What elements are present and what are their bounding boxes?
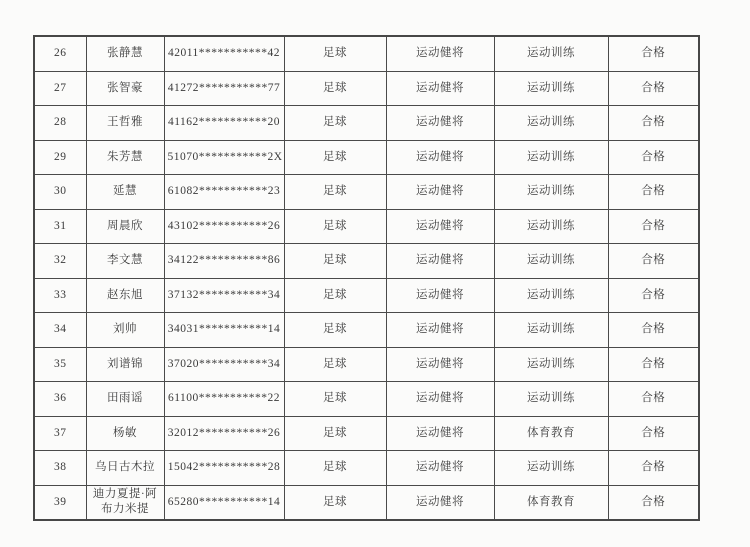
table-row bbox=[34, 416, 699, 451]
id-number-cell: 37132***********34 bbox=[164, 278, 284, 313]
result-cell: 合格 bbox=[608, 140, 699, 175]
athlete-title-cell: 运动健将 bbox=[386, 416, 494, 451]
result-cell: 合格 bbox=[608, 485, 699, 520]
result-cell: 合格 bbox=[608, 278, 699, 313]
sport-cell: 足球 bbox=[284, 140, 386, 175]
major-cell: 运动训练 bbox=[494, 140, 608, 175]
id-number-cell: 51070***********2X bbox=[164, 140, 284, 175]
table-row bbox=[34, 382, 699, 417]
result-cell: 合格 bbox=[608, 244, 699, 279]
id-number-cell: 37020***********34 bbox=[164, 347, 284, 382]
row-number-cell: 26 bbox=[34, 36, 86, 71]
name-cell: 田雨谣 bbox=[86, 382, 164, 417]
sport-cell: 足球 bbox=[284, 313, 386, 348]
row-number-cell: 37 bbox=[34, 416, 86, 451]
name-cell: 张智豪 bbox=[86, 71, 164, 106]
row-number-cell: 33 bbox=[34, 278, 86, 313]
name-cell: 杨敏 bbox=[86, 416, 164, 451]
sport-cell: 足球 bbox=[284, 485, 386, 520]
major-cell: 运动训练 bbox=[494, 175, 608, 210]
row-number-cell: 39 bbox=[34, 485, 86, 520]
athlete-title-cell: 运动健将 bbox=[386, 175, 494, 210]
athlete-title-cell: 运动健将 bbox=[386, 451, 494, 486]
sport-cell: 足球 bbox=[284, 71, 386, 106]
table-row bbox=[34, 278, 699, 313]
sport-cell: 足球 bbox=[284, 36, 386, 71]
athlete-title-cell: 运动健将 bbox=[386, 382, 494, 417]
result-cell: 合格 bbox=[608, 382, 699, 417]
major-cell: 运动训练 bbox=[494, 209, 608, 244]
table-row bbox=[34, 140, 699, 175]
sport-cell: 足球 bbox=[284, 175, 386, 210]
sport-cell: 足球 bbox=[284, 278, 386, 313]
id-number-cell: 34122***********86 bbox=[164, 244, 284, 279]
id-number-cell: 42011***********42 bbox=[164, 36, 284, 71]
name-cell: 赵东旭 bbox=[86, 278, 164, 313]
athlete-title-cell: 运动健将 bbox=[386, 347, 494, 382]
result-cell: 合格 bbox=[608, 451, 699, 486]
name-cell: 李文慧 bbox=[86, 244, 164, 279]
major-cell: 体育教育 bbox=[494, 416, 608, 451]
sport-cell: 足球 bbox=[284, 244, 386, 279]
sport-cell: 足球 bbox=[284, 209, 386, 244]
sport-cell: 足球 bbox=[284, 382, 386, 417]
athlete-title-cell: 运动健将 bbox=[386, 278, 494, 313]
table-row bbox=[34, 244, 699, 279]
result-cell: 合格 bbox=[608, 209, 699, 244]
major-cell: 运动训练 bbox=[494, 36, 608, 71]
sport-cell: 足球 bbox=[284, 347, 386, 382]
major-cell: 运动训练 bbox=[494, 347, 608, 382]
table-row bbox=[34, 106, 699, 141]
id-number-cell: 61082***********23 bbox=[164, 175, 284, 210]
id-number-cell: 15042***********28 bbox=[164, 451, 284, 486]
row-number-cell: 29 bbox=[34, 140, 86, 175]
table-body bbox=[34, 36, 699, 520]
sport-cell: 足球 bbox=[284, 416, 386, 451]
athlete-title-cell: 运动健将 bbox=[386, 244, 494, 279]
result-cell: 合格 bbox=[608, 175, 699, 210]
athlete-title-cell: 运动健将 bbox=[386, 209, 494, 244]
row-number-cell: 31 bbox=[34, 209, 86, 244]
row-number-cell: 32 bbox=[34, 244, 86, 279]
sport-cell: 足球 bbox=[284, 451, 386, 486]
table-row bbox=[34, 313, 699, 348]
result-cell: 合格 bbox=[608, 416, 699, 451]
major-cell: 体育教育 bbox=[494, 485, 608, 520]
name-cell: 张静慧 bbox=[86, 36, 164, 71]
major-cell: 运动训练 bbox=[494, 71, 608, 106]
major-cell: 运动训练 bbox=[494, 451, 608, 486]
id-number-cell: 41162***********20 bbox=[164, 106, 284, 141]
row-number-cell: 36 bbox=[34, 382, 86, 417]
result-cell: 合格 bbox=[608, 36, 699, 71]
table-row bbox=[34, 36, 699, 71]
id-number-cell: 65280***********14 bbox=[164, 485, 284, 520]
athlete-title-cell: 运动健将 bbox=[386, 313, 494, 348]
row-number-cell: 28 bbox=[34, 106, 86, 141]
table-row bbox=[34, 175, 699, 210]
name-cell: 迪力夏提·阿布力米提 bbox=[86, 485, 164, 520]
name-cell: 延慧 bbox=[86, 175, 164, 210]
major-cell: 运动训练 bbox=[494, 278, 608, 313]
athlete-title-cell: 运动健将 bbox=[386, 140, 494, 175]
major-cell: 运动训练 bbox=[494, 313, 608, 348]
id-number-cell: 32012***********26 bbox=[164, 416, 284, 451]
name-cell: 朱芳慧 bbox=[86, 140, 164, 175]
name-cell: 乌日古木拉 bbox=[86, 451, 164, 486]
table-row bbox=[34, 485, 699, 520]
major-cell: 运动训练 bbox=[494, 382, 608, 417]
result-cell: 合格 bbox=[608, 347, 699, 382]
athlete-roster-table bbox=[33, 35, 700, 521]
name-cell: 刘帅 bbox=[86, 313, 164, 348]
id-number-cell: 43102***********26 bbox=[164, 209, 284, 244]
name-cell: 周晨欣 bbox=[86, 209, 164, 244]
row-number-cell: 30 bbox=[34, 175, 86, 210]
athlete-title-cell: 运动健将 bbox=[386, 36, 494, 71]
id-number-cell: 41272***********77 bbox=[164, 71, 284, 106]
result-cell: 合格 bbox=[608, 106, 699, 141]
id-number-cell: 61100***********22 bbox=[164, 382, 284, 417]
table-row bbox=[34, 347, 699, 382]
result-cell: 合格 bbox=[608, 71, 699, 106]
major-cell: 运动训练 bbox=[494, 106, 608, 141]
name-cell: 王哲雅 bbox=[86, 106, 164, 141]
row-number-cell: 35 bbox=[34, 347, 86, 382]
major-cell: 运动训练 bbox=[494, 244, 608, 279]
id-number-cell: 34031***********14 bbox=[164, 313, 284, 348]
table-row bbox=[34, 451, 699, 486]
table-row bbox=[34, 209, 699, 244]
table-row bbox=[34, 71, 699, 106]
name-cell: 刘谱锦 bbox=[86, 347, 164, 382]
row-number-cell: 27 bbox=[34, 71, 86, 106]
row-number-cell: 38 bbox=[34, 451, 86, 486]
result-cell: 合格 bbox=[608, 313, 699, 348]
athlete-title-cell: 运动健将 bbox=[386, 485, 494, 520]
athlete-title-cell: 运动健将 bbox=[386, 71, 494, 106]
row-number-cell: 34 bbox=[34, 313, 86, 348]
athlete-title-cell: 运动健将 bbox=[386, 106, 494, 141]
sport-cell: 足球 bbox=[284, 106, 386, 141]
